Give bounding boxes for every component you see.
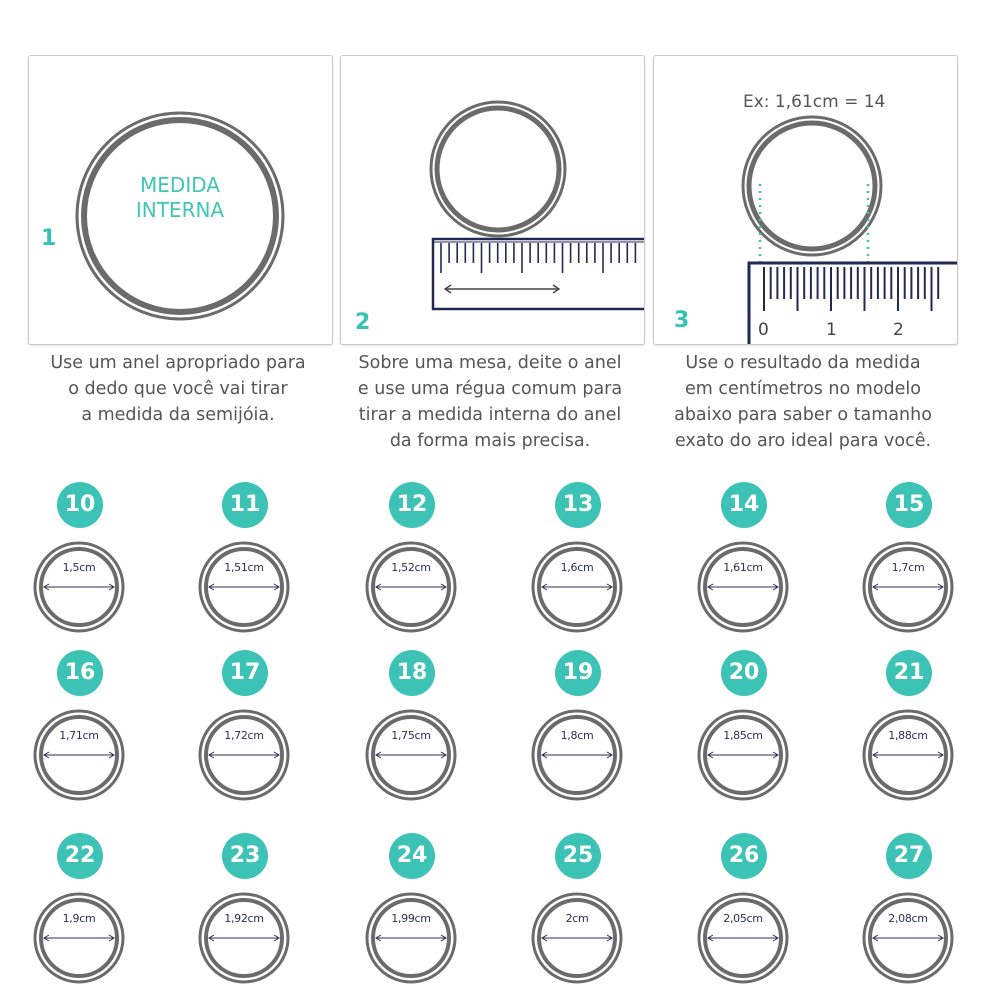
inner-diameter-label: 1,5cm [62,561,96,574]
size-badge: 14 [721,482,767,528]
size-badge: 21 [886,650,932,696]
size-badge: 22 [57,833,103,879]
ring-icon [197,708,291,802]
example-label: Ex: 1,61cm = 14 [743,92,886,112]
size-badge: 19 [555,650,601,696]
ring-size-item [522,650,632,810]
inner-diameter-label: 1,85cm [723,729,763,742]
ring-icon [364,891,458,985]
caption-line: Use um anel apropriado para [50,353,306,373]
size-badge: 26 [721,833,767,879]
size-badge: 20 [721,650,767,696]
inner-diameter-label: 1,88cm [888,729,928,742]
size-badge: 25 [555,833,601,879]
ring-icon [530,891,624,985]
ring-size-item [356,833,466,993]
ring-icon [696,891,790,985]
caption-line: exato do aro ideal para você. [674,431,932,451]
inner-diameter-label: 1,7cm [891,561,925,574]
ring-size-item [356,650,466,810]
ring-icon [861,891,955,985]
ring-icon [197,540,291,634]
ring-icon [364,708,458,802]
ring-icon [861,708,955,802]
ring-size-item [688,650,798,810]
ring-size-item [24,833,134,993]
ring-size-item [24,482,134,642]
inner-diameter-label: 1,52cm [391,561,431,574]
size-badge: 27 [886,833,932,879]
ring-icon [530,708,624,802]
ruler-number-0: 0 [758,320,769,340]
size-badge: 13 [555,482,601,528]
ring-icon [32,708,126,802]
inner-diameter-label: 1,92cm [224,912,264,925]
caption-line: a medida da semijóia. [81,405,275,425]
inner-label-line1: MEDIDA [140,173,220,197]
size-badge: 15 [886,482,932,528]
inner-diameter-label: 2,05cm [723,912,763,925]
inner-diameter-label: 1,71cm [59,729,99,742]
ring-icon [364,540,458,634]
size-badge: 11 [222,482,268,528]
size-badge: 24 [389,833,435,879]
size-badge: 18 [389,650,435,696]
caption-line: Use o resultado da medida [685,353,921,373]
ring-size-item [853,482,963,642]
ring-icon [530,540,624,634]
inner-diameter-label: 1,51cm [224,561,264,574]
inner-diameter-label: 1,75cm [391,729,431,742]
ring-size-item [189,482,299,642]
ring-size-item [522,833,632,993]
inner-diameter-label: 1,6cm [560,561,594,574]
ring-icon [197,891,291,985]
ring-icon [861,540,955,634]
ring-icon [696,540,790,634]
caption-line: o dedo que você vai tirar [68,379,288,399]
ring-size-item [189,650,299,810]
size-badge: 10 [57,482,103,528]
ring-size-item [522,482,632,642]
caption-line: abaixo para saber o tamanho [674,405,932,425]
size-badge: 17 [222,650,268,696]
ring-size-item [688,833,798,993]
size-badge: 23 [222,833,268,879]
ring-size-item [853,833,963,993]
inner-diameter-label: 1,99cm [391,912,431,925]
ring-icon [696,708,790,802]
ruler-number-2: 2 [893,320,904,340]
inner-diameter-label: 1,8cm [560,729,594,742]
caption-line: em centímetros no modelo [684,379,921,399]
step-number-3: 3 [674,308,690,333]
ring-size-item [853,650,963,810]
caption-line: e use uma régua comum para [357,379,623,399]
step-number-1: 1 [41,226,57,251]
ring-size-item [24,650,134,810]
caption-line: da forma mais precisa. [389,431,591,451]
step-number-2: 2 [355,310,371,335]
caption-line: Sobre uma mesa, deite o anel [358,353,622,373]
inner-diameter-label: 2,08cm [888,912,928,925]
ring-size-item [356,482,466,642]
inner-diameter-label: 2cm [565,912,589,925]
ruler-number-1: 1 [826,320,837,340]
inner-label-line2: INTERNA [135,198,225,222]
size-badge: 16 [57,650,103,696]
inner-diameter-label: 1,9cm [62,912,96,925]
size-badge: 12 [389,482,435,528]
ring-size-item [189,833,299,993]
inner-diameter-label: 1,61cm [723,561,763,574]
ring-size-item [688,482,798,642]
ring-icon [32,891,126,985]
ring-icon [32,540,126,634]
inner-diameter-label: 1,72cm [224,729,264,742]
caption-line: tirar a medida interna do anel [358,405,622,425]
